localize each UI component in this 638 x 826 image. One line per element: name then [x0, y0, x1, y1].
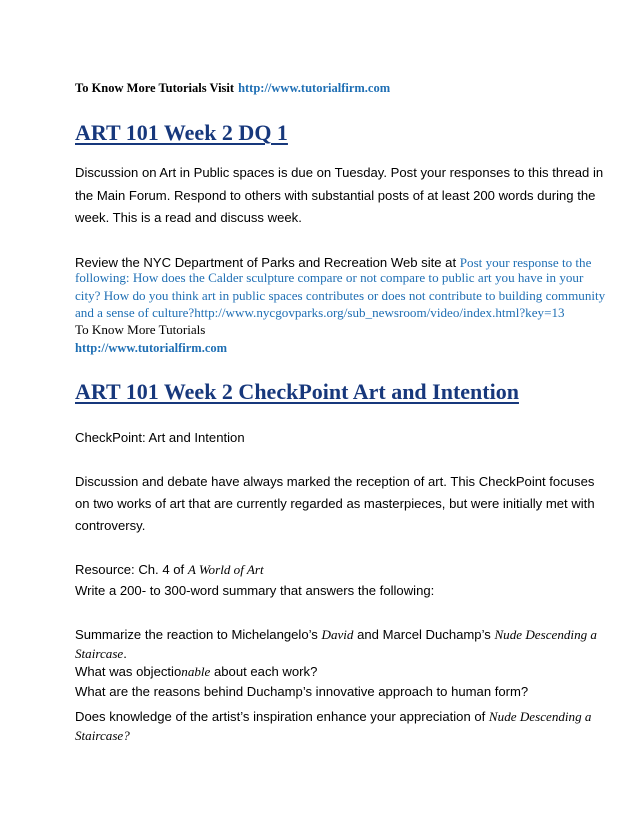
nude-title: Nude Descending a	[494, 627, 597, 642]
resource-lead-text: Resource: Ch. 4 of	[75, 562, 188, 577]
dq1-paragraph-line: Discussion on Art in Public spaces is due on Tuesday. Post your responses to this thread in	[75, 165, 604, 180]
q1-tail-text: about each work?	[210, 664, 318, 679]
checkpoint-paragraph-line: controversy.	[75, 518, 146, 533]
checkpoint-subtitle: CheckPoint: Art and Intention	[75, 430, 245, 445]
summarize-line	[75, 627, 597, 643]
q1-lead-text: What was objectio	[75, 664, 182, 679]
checkpoint-paragraph-line: Discussion and debate have always marked the reception of art. This CheckPoint focuses	[75, 474, 595, 489]
review-tail-text: Post your response to the	[459, 255, 592, 270]
summarize-line-2	[75, 646, 127, 662]
summarize-mid-text: and Marcel Duchamp’s	[353, 627, 495, 642]
more-tutorials-label: To Know More Tutorials	[75, 322, 206, 337]
dq1-paragraph-line: week. This is a read and discuss week.	[75, 210, 302, 225]
question-inspiration	[75, 709, 591, 725]
review-question-line: following: How does the Calder sculpture compare or not compare to public art you have in your	[75, 270, 584, 285]
q1-ital-text: nable	[181, 664, 211, 679]
visit-url-link[interactable]: http://www.tutorialfirm.com	[238, 81, 391, 95]
q3-ital-text: Nude Descending a	[488, 709, 592, 724]
resource-line	[75, 562, 264, 578]
visit-label: To Know More Tutorials Visit	[75, 81, 235, 95]
checkpoint-paragraph-line: on two works of art that are currently regarded as masterpieces, but were initially met with	[75, 496, 595, 511]
staircase-title: Staircase	[75, 646, 124, 661]
question-duchamp-approach: What are the reasons behind Duchamp’s innovative approach to human form?	[75, 684, 529, 699]
summarize-end-text: .	[123, 646, 127, 661]
tutorial-visit-line	[75, 80, 390, 96]
resource-book-title: A World of Art	[187, 562, 264, 577]
question-objectionable	[75, 664, 317, 680]
question-inspiration-line-2: Staircase?	[75, 728, 130, 743]
david-title: David	[321, 627, 354, 642]
write-instruction: Write a 200- to 300-word summary that answers the following:	[75, 583, 435, 598]
review-line	[75, 255, 591, 271]
more-tutorials-link[interactable]: http://www.tutorialfirm.com	[75, 341, 228, 355]
review-question-line: city? How do you think art in public spaces contributes or does not contribute to building community	[75, 288, 606, 303]
q3-lead-text: Does knowledge of the artist’s inspiration enhance your appreciation of	[75, 709, 489, 724]
section-title-checkpoint: ART 101 Week 2 CheckPoint Art and Intention	[75, 379, 519, 404]
summarize-lead-text: Summarize the reaction to Michelangelo’s	[75, 627, 322, 642]
dq1-paragraph-line: the Main Forum. Respond to others with substantial posts of at least 200 words during the	[75, 188, 596, 203]
review-question-line: and a sense of culture?http://www.nycgovparks.org/sub_newsroom/video/index.html?key=13	[75, 305, 565, 320]
section-title-dq1: ART 101 Week 2 DQ 1	[75, 120, 288, 145]
review-lead-text: Review the NYC Department of Parks and Recreation Web site at	[75, 255, 460, 270]
